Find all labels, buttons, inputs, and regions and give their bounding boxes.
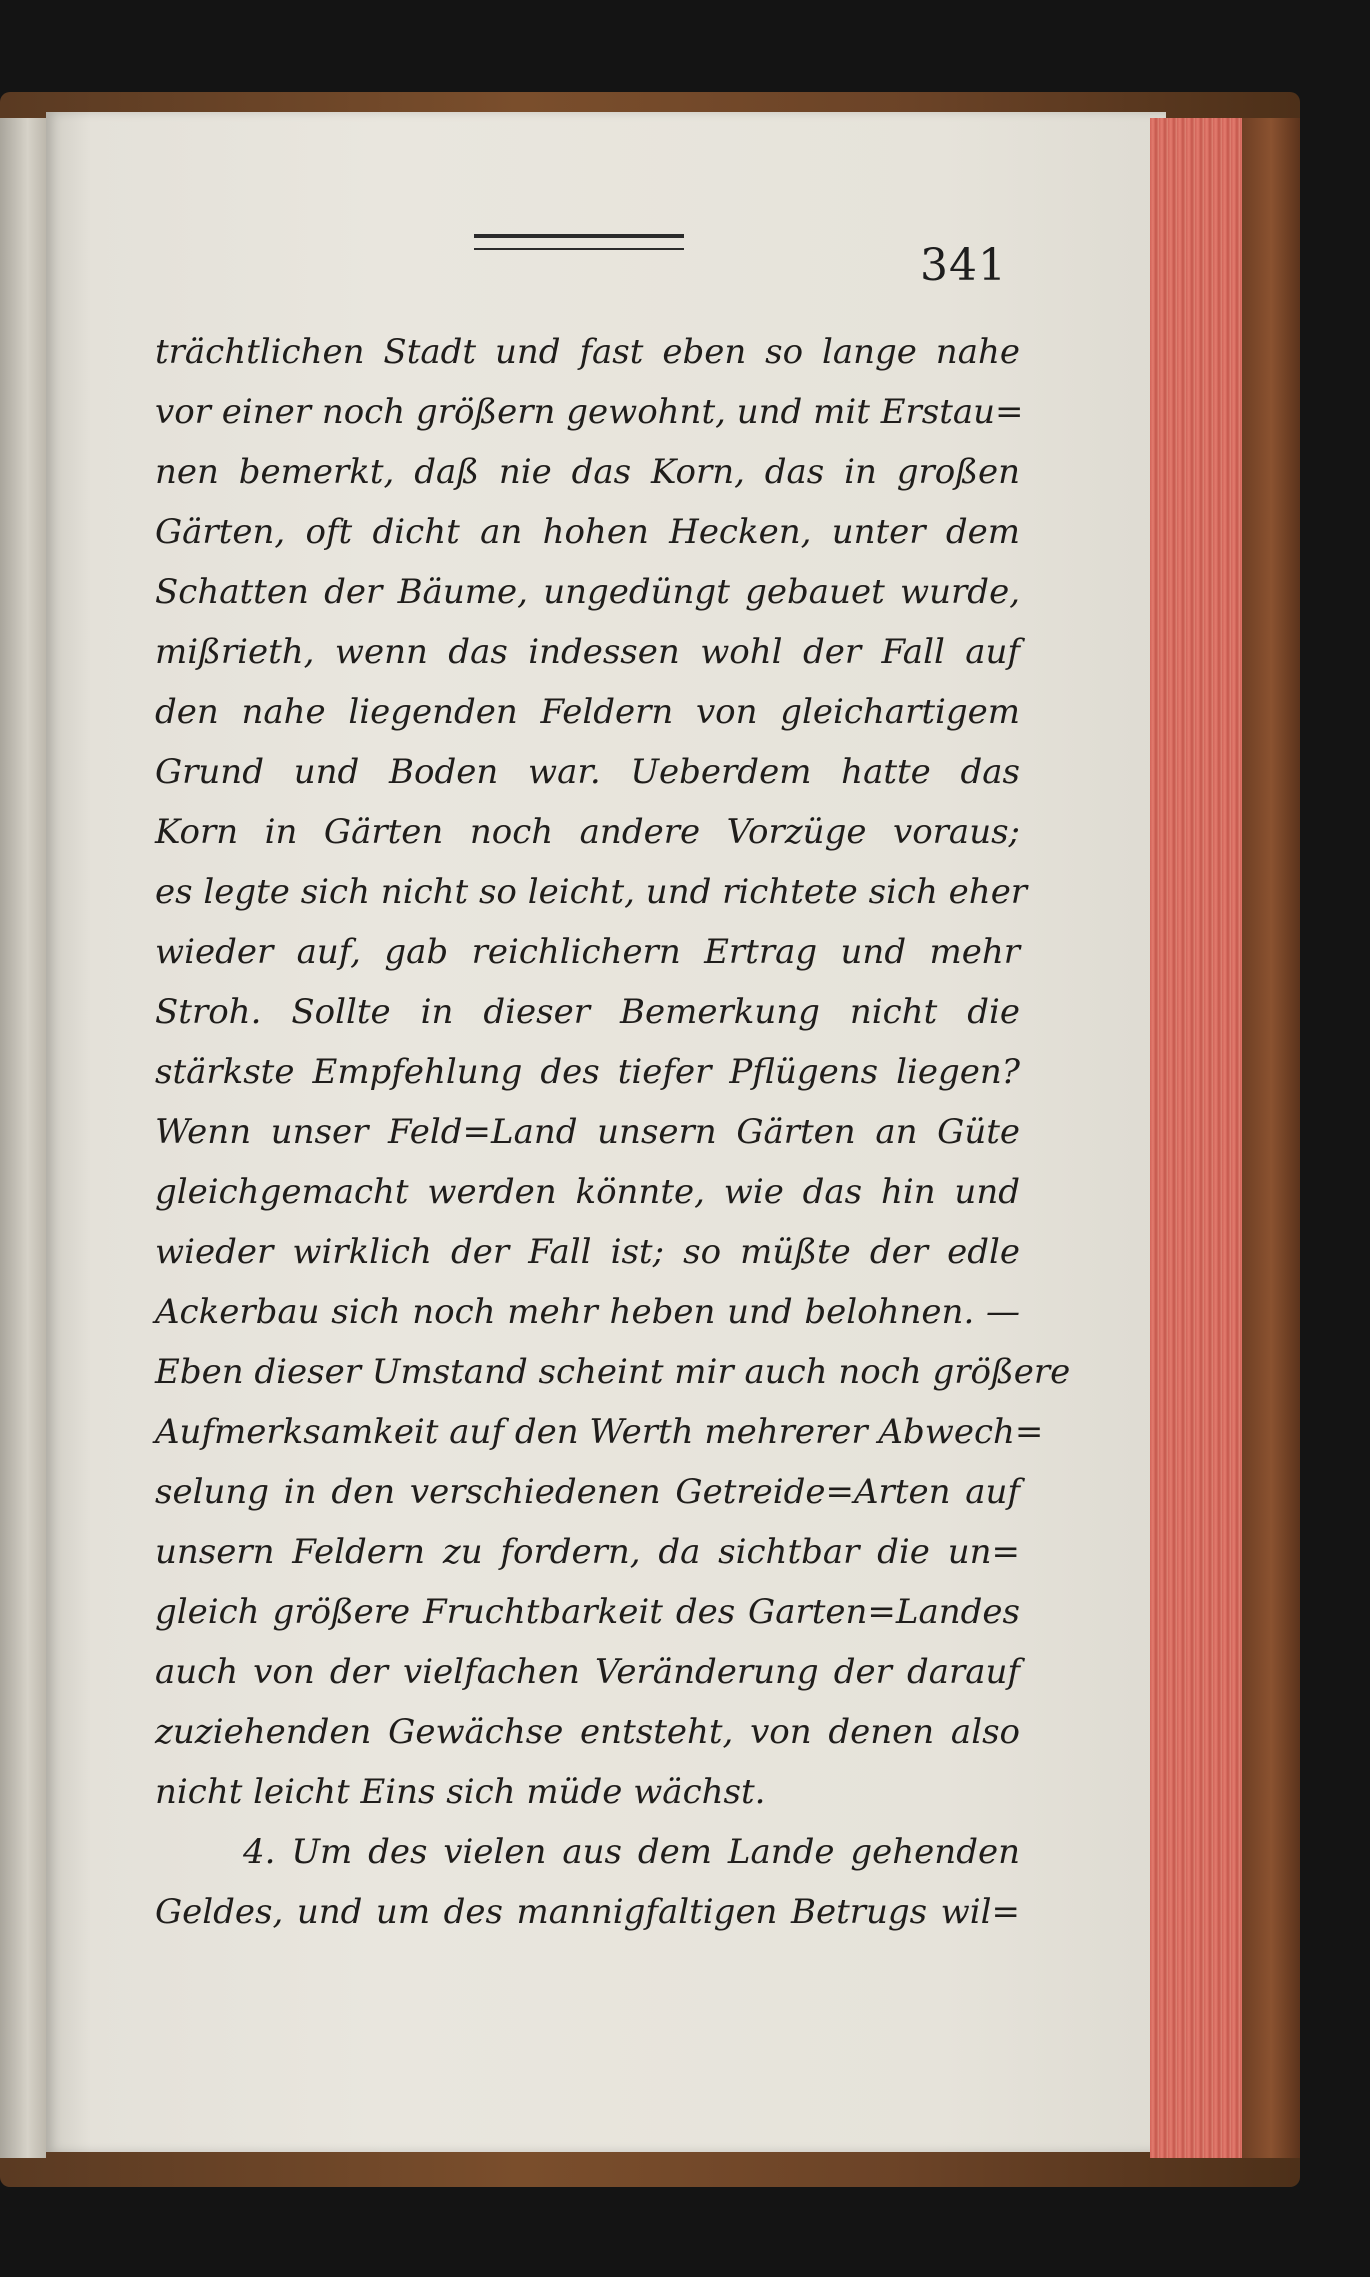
text-line: auch von der vielfachen Veränderung der darauf [155,1652,1020,1692]
text-line: Aufmerksamkeit auf den Werth mehrerer Abwech= [155,1412,1044,1452]
text-line: vor einer noch größern gewohnt, und mit Erstau= [155,392,1024,432]
text-line: selung in den verschiedenen Getreide=Arten auf [155,1472,1020,1512]
text-line: gleich größere Fruchtbarkeit des Garten=Landes [155,1592,1020,1632]
text-line: es legte sich nicht so leicht, und richtete sich eher [155,872,1028,912]
text-line: nicht leicht Eins sich müde wächst. [155,1772,766,1812]
text-line: wieder wirklich der Fall ist; so müßte der edle [155,1232,1020,1272]
body-text [155,322,1071,1942]
text-line: Korn in Gärten noch andere Vorzüge voraus; [155,812,1020,852]
text-line: Eben dieser Umstand scheint mir auch noch größere [155,1352,1071,1392]
text-line: Schatten der Bäume, ungedüngt gebauet wurde, [155,572,1020,612]
text-line: Wenn unser Feld=Land unsern Gärten an Güte [155,1112,1020,1152]
page-number: 341 [920,240,1007,291]
text-line: den nahe liegenden Feldern von gleichartigem [155,692,1020,732]
text-line: zuziehenden Gewächse entsteht, von denen also [155,1712,1020,1752]
text-line: Gärten, oft dicht an hohen Hecken, unter dem [155,512,1020,552]
text-line: stärkste Empfehlung des tiefer Pflügens liegen? [155,1052,1020,1092]
text-line: Geldes, und um des mannigfaltigen Betrugs wil= [155,1892,1020,1932]
text-line: nen bemerkt, daß nie das Korn, das in großen [155,452,1020,492]
text-line: gleichgemacht werden könnte, wie das hin und [155,1172,1020,1212]
page-fore-edge [1150,118,1242,2158]
text-line: wieder auf, gab reichlichern Ertrag und mehr [155,932,1020,972]
text-line: unsern Feldern zu fordern, da sichtbar die un= [155,1532,1020,1572]
left-page-edge [0,118,46,2158]
text-line: Ackerbau sich noch mehr heben und belohnen. — [155,1292,1020,1332]
text-line: Stroh. Sollte in dieser Bemerkung nicht die [155,992,1020,1032]
header-rule-thin [474,248,684,250]
text-line: Grund und Boden war. Ueberdem hatte das [155,752,1020,792]
header-rule-thick [474,234,684,238]
cover-edge [1242,118,1300,2158]
text-line: mißrieth, wenn das indessen wohl der Fall auf [155,632,1020,672]
text-line: 4. Um des vielen aus dem Lande gehenden [243,1832,1020,1872]
text-line: trächtlichen Stadt und fast eben so lange nahe [155,332,1020,372]
